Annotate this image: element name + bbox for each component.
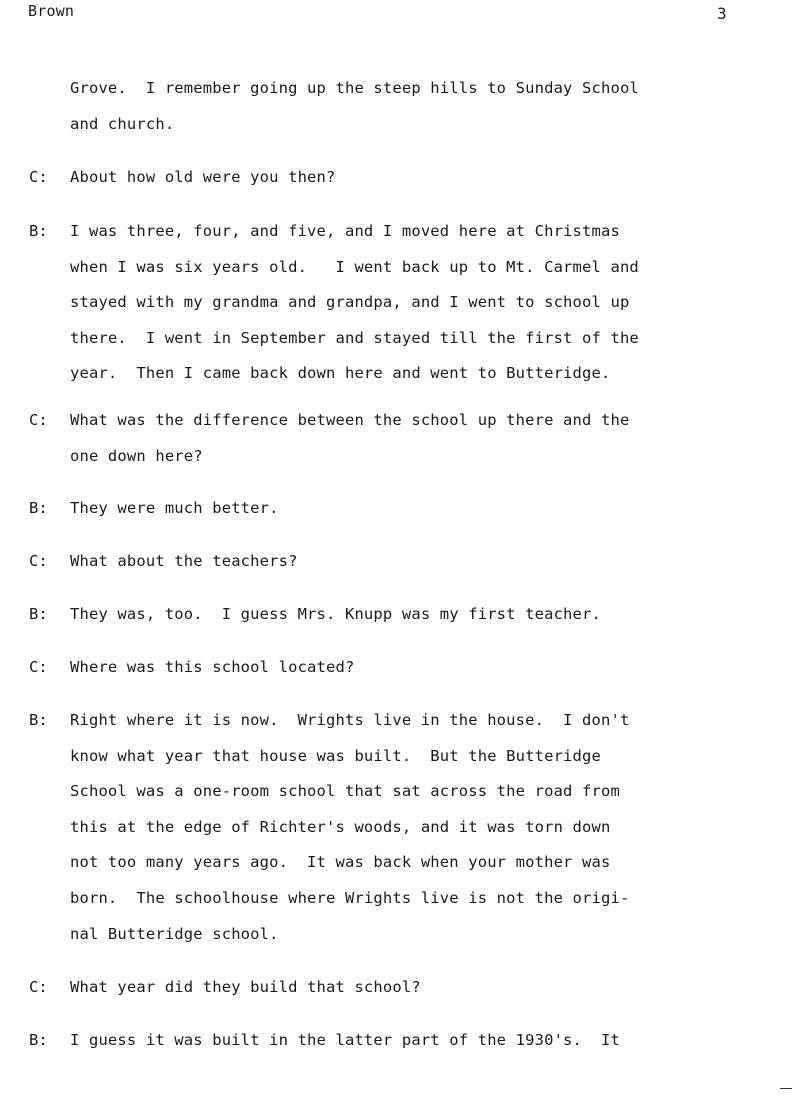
transcript-row (0, 543, 800, 579)
speaker-label: B: (29, 605, 48, 623)
speaker-label: B: (29, 711, 48, 729)
transcript-row (0, 438, 800, 474)
transcript-row (0, 249, 800, 285)
transcript-line: I was three, four, and five, and I moved here at Christmas (70, 222, 620, 240)
transcript-line: I guess it was built in the latter part of the 1930's. It (70, 1031, 620, 1049)
transcript-row (0, 738, 800, 774)
header-interviewee-name: Brown (28, 2, 75, 20)
transcript-line: What year did they build that school? (70, 978, 421, 996)
transcript-row (0, 320, 800, 356)
transcript-row (0, 106, 800, 142)
speaker-label: C: (29, 658, 48, 676)
transcript-row (0, 773, 800, 809)
transcript-row (0, 402, 800, 438)
transcript-row (0, 284, 800, 320)
transcript-row (0, 702, 800, 738)
transcript-row (0, 649, 800, 685)
transcript-row (0, 880, 800, 916)
transcript-line: Right where it is now. Wrights live in the house. I don't (70, 711, 630, 729)
transcript-line: What was the difference between the school up there and the (70, 411, 630, 429)
transcript-line: not too many years ago. It was back when your mother was (70, 853, 611, 872)
speaker-label: C: (29, 552, 48, 570)
transcript-line: School was a one-room school that sat across the road from (70, 782, 620, 801)
transcript-line: stayed with my grandma and grandpa, and I went to school up (70, 293, 630, 312)
transcript-row (0, 355, 800, 391)
transcript-row (0, 213, 800, 249)
transcript-line: Grove. I remember going up the steep hills to Sunday School (70, 79, 639, 97)
transcript-line: know what year that house was built. But the Butteridge (70, 746, 601, 765)
transcript-row (0, 844, 800, 880)
transcript-line: one down here? (70, 446, 203, 465)
transcript-line: this at the edge of Richter's woods, and it was torn down (70, 817, 611, 836)
transcript-line: born. The schoolhouse where Wrights live is not the origi- (70, 889, 630, 907)
transcript-line: What about the teachers? (70, 552, 298, 570)
margin-dash (780, 1088, 792, 1089)
transcript-line: nal Butteridge school. (70, 924, 279, 943)
transcript-line: there. I went in September and stayed till the first of the (70, 328, 639, 347)
transcript-row (0, 1022, 800, 1058)
transcript-line: They was, too. I guess Mrs. Knupp was my first teacher. (70, 605, 601, 623)
transcript-line: About how old were you then? (70, 168, 336, 186)
speaker-label: C: (29, 168, 48, 186)
transcript-row (0, 70, 800, 106)
transcript-row (0, 159, 800, 195)
transcript-row (0, 809, 800, 845)
transcript-line: and church. (70, 114, 175, 133)
page-number: 3 (717, 4, 727, 23)
transcript-line: year. Then I came back down here and went to Butteridge. (70, 364, 611, 383)
transcript-row (0, 490, 800, 526)
transcript-row (0, 969, 800, 1005)
transcript-line: when I was six years old. I went back up to Mt. Carmel and (70, 257, 639, 276)
speaker-label: C: (29, 411, 48, 429)
speaker-label: C: (29, 978, 48, 996)
transcript-line: Where was this school located? (70, 658, 355, 676)
speaker-label: B: (29, 1031, 48, 1049)
speaker-label: B: (29, 499, 48, 517)
speaker-label: B: (29, 222, 48, 240)
transcript-row (0, 596, 800, 632)
transcript-line: They were much better. (70, 499, 279, 517)
transcript-row (0, 916, 800, 952)
